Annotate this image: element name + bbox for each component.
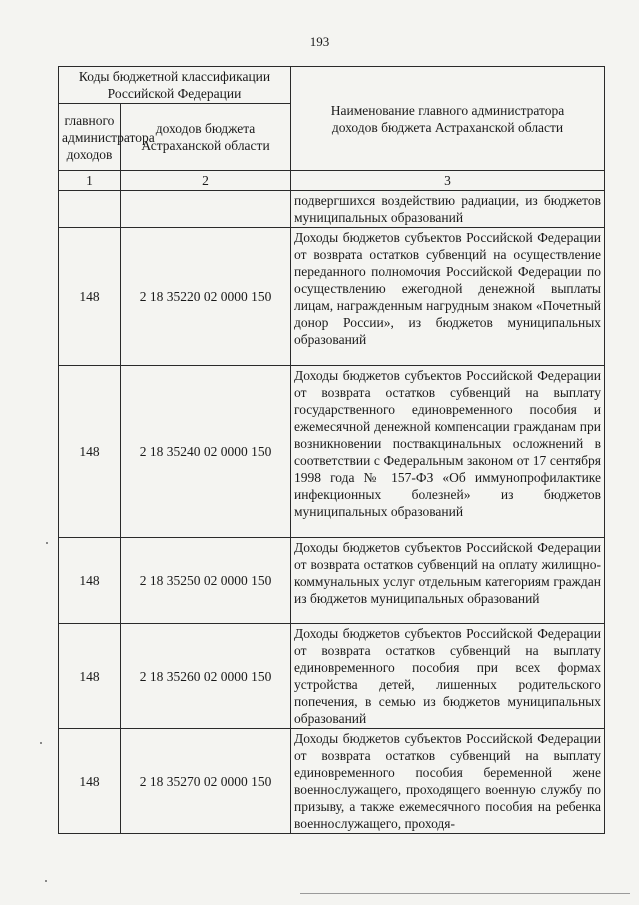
column-number-1: 1 [59, 171, 121, 191]
header-row-1 [59, 67, 605, 104]
admin-code: 148 [59, 366, 121, 538]
revenue-code: 2 18 35260 02 0000 150 [121, 624, 291, 729]
table-row [59, 538, 605, 624]
budget-classification-table [58, 66, 605, 834]
scan-speck [45, 880, 47, 882]
revenue-name: Доходы бюджетов субъектов Российской Федерации от возврата остатков субвенций на оплату жилищно-коммунальных услуг отдельным категориям граждан из бюджетов муниципальных образований [291, 538, 605, 624]
scan-speck [46, 542, 48, 544]
header-admin-column: главного администратора доходов [59, 104, 121, 171]
revenue-code: 2 18 35240 02 0000 150 [121, 366, 291, 538]
header-name-column: Наименование главного администратора доходов бюджета Астраханской области [291, 67, 605, 171]
table-row [59, 228, 605, 366]
column-number-3: 3 [291, 171, 605, 191]
revenue-code: 2 18 35250 02 0000 150 [121, 538, 291, 624]
admin-code: 148 [59, 729, 121, 834]
column-numbers-row [59, 171, 605, 191]
revenue-name: подвергшихся воздействию радиации, из бюджетов муниципальных образований [291, 191, 605, 228]
page-number: 193 [309, 34, 330, 49]
revenue-name: Доходы бюджетов субъектов Российской Федерации от возврата остатков субвенций на выплату единовременного пособия беременной жене военнослужащего, проходящего военную службу по призыву, а также ежемесячного пособия на ребенка военнослужащего, проходя- [291, 729, 605, 834]
table-row [59, 624, 605, 729]
revenue-code [121, 191, 291, 228]
table-row [59, 366, 605, 538]
scan-edge-line [300, 893, 630, 894]
header-codes-group: Коды бюджетной классификации Российской Федерации [59, 67, 291, 104]
admin-code: 148 [59, 624, 121, 729]
column-number-2: 2 [121, 171, 291, 191]
header-revenue-column: доходов бюджета Астраханской области [121, 104, 291, 171]
scan-speck [40, 742, 42, 744]
table-row [59, 729, 605, 834]
revenue-code: 2 18 35270 02 0000 150 [121, 729, 291, 834]
admin-code: 148 [59, 538, 121, 624]
table-row [59, 191, 605, 228]
revenue-name: Доходы бюджетов субъектов Российской Федерации от возврата остатков субвенций на выплату государственного единовременного пособия и ежемесячной денежной компенсации гражданам при возникновении поствакцинальных осложнений в соответствии с Федеральным законом от 17 сентября 1998 года № 157-ФЗ «Об иммунопрофилактике инфекционных болезней» из бюджетов муниципальных образований [291, 366, 605, 538]
admin-code [59, 191, 121, 228]
revenue-code: 2 18 35220 02 0000 150 [121, 228, 291, 366]
admin-code: 148 [59, 228, 121, 366]
revenue-name: Доходы бюджетов субъектов Российской Федерации от возврата остатков субвенций на выплату единовременного пособия при всех формах устройства детей, лишенных родительского попечения, в семью из бюджетов муниципальных образований [291, 624, 605, 729]
revenue-name: Доходы бюджетов субъектов Российской Федерации от возврата остатков субвенций на осуществление переданного полномочия Российской Федерации по осуществлению ежегодной денежной выплаты лицам, награжденным нагрудным знаком «Почетный донор России», из бюджетов муниципальных образований [291, 228, 605, 366]
